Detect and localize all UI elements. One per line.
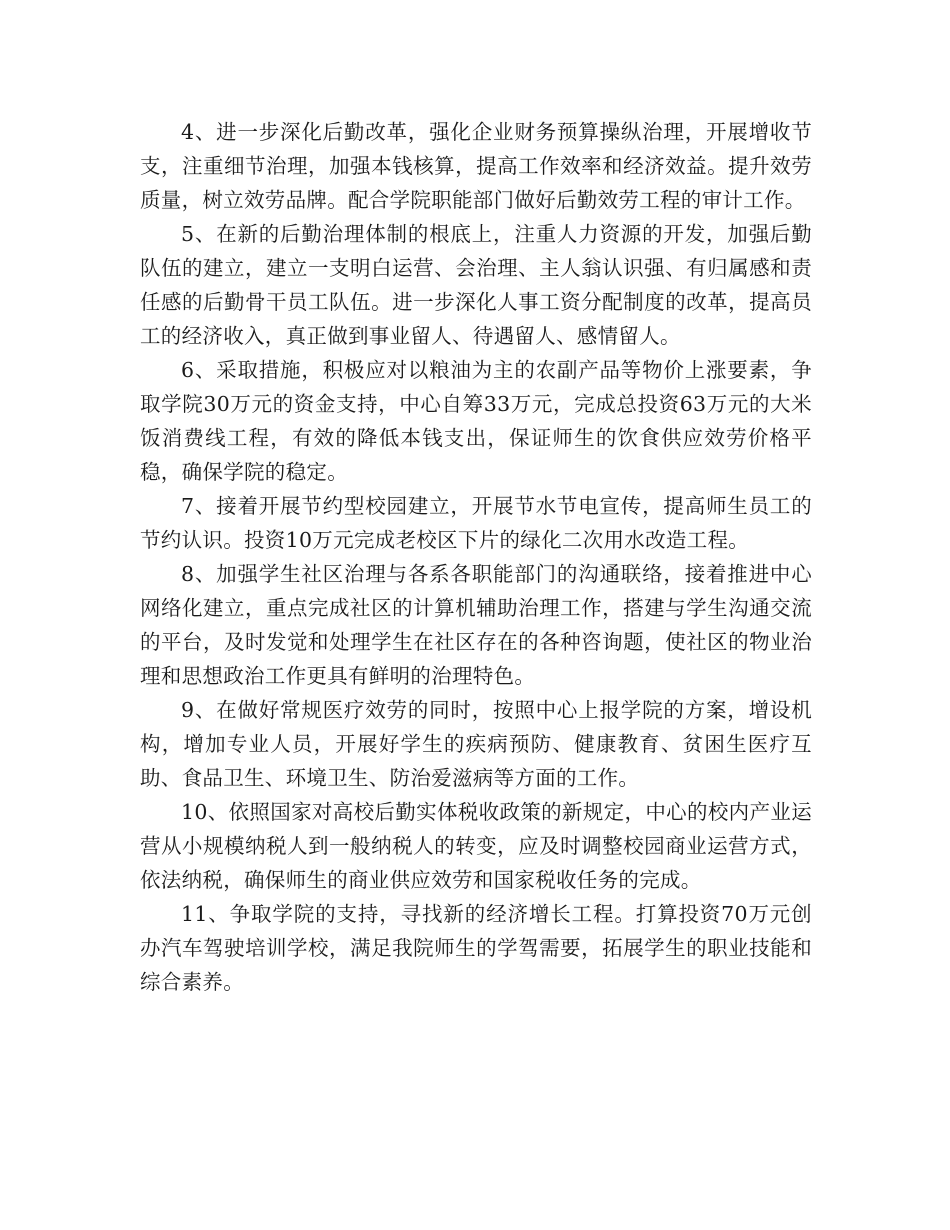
paragraph-item-4: 4、进一步深化后勤改革，强化企业财务预算操纵治理，开展增收节支，注重细节治理，加强本钱核算，提高工作效率和经济效益。提升效劳质量，树立效劳品牌。配合学院职能部门做好后勤效劳工程的审计工作。 bbox=[140, 120, 812, 212]
paragraph-item-10: 10、依照国家对高校后勤实体税收政策的新规定，中心的校内产业运营从小规模纳税人到一般纳税人的转变，应及时调整校园商业运营方式，依法纳税，确保师生的商业供应效劳和国家税收任务的完成。 bbox=[140, 800, 812, 892]
paragraph-item-7: 7、接着开展节约型校园建立，开展节水节电宣传，提高师生员工的节约认识。投资10万元完成老校区下片的绿化二次用水改造工程。 bbox=[140, 494, 812, 552]
paragraph-item-6: 6、采取措施，积极应对以粮油为主的农副产品等物价上涨要素，争取学院30万元的资金支持，中心自筹33万元，完成总投资63万元的大米饭消费线工程，有效的降低本钱支出，保证师生的饮食供应效劳价格平稳，确保学院的稳定。 bbox=[140, 358, 812, 484]
paragraph-item-8: 8、加强学生社区治理与各系各职能部门的沟通联络，接着推进中心网络化建立，重点完成社区的计算机辅助治理工作，搭建与学生沟通交流的平台，及时发觉和处理学生在社区存在的各种咨询题，使社区的物业治理和思想政治工作更具有鲜明的治理特色。 bbox=[140, 562, 812, 688]
paragraph-item-9: 9、在做好常规医疗效劳的同时，按照中心上报学院的方案，增设机构，增加专业人员，开展好学生的疾病预防、健康教育、贫困生医疗互助、食品卫生、环境卫生、防治爱滋病等方面的工作。 bbox=[140, 698, 812, 790]
paragraph-item-11: 11、争取学院的支持，寻找新的经济增长工程。打算投资70万元创办汽车驾驶培训学校，满足我院师生的学驾需要，拓展学生的职业技能和综合素养。 bbox=[140, 902, 812, 994]
paragraph-item-5: 5、在新的后勤治理体制的根底上，注重人力资源的开发，加强后勤队伍的建立，建立一支明白运营、会治理、主人翁认识强、有归属感和责任感的后勤骨干员工队伍。进一步深化人事工资分配制度的改革，提高员工的经济收入，真正做到事业留人、待遇留人、感情留人。 bbox=[140, 222, 812, 348]
document-body bbox=[140, 115, 812, 999]
